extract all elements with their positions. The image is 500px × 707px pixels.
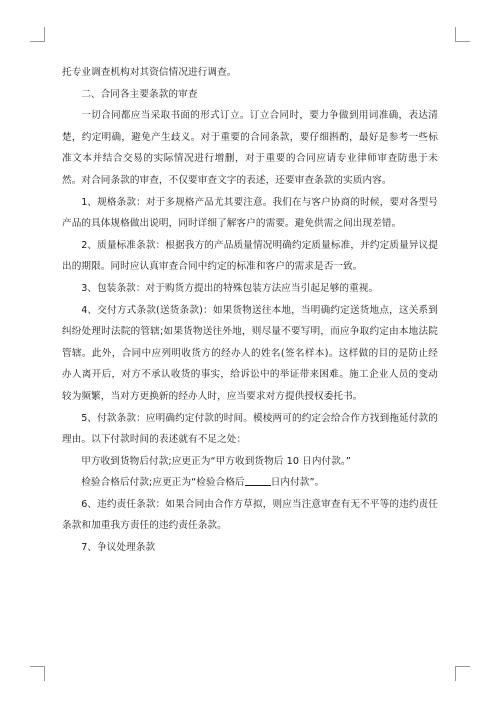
crop-mark-top-right <box>455 27 470 42</box>
payment-example-2-before: 检验合格后付款;应更正为“检验合格后 <box>81 477 245 489</box>
crop-mark-top-left <box>30 27 45 42</box>
crop-mark-bottom-left <box>30 666 45 681</box>
clause-payment: 5、付款条款：应明确约定付款的时间。模棱两可的约定会给合作方找到拖延付款的理由。以下付款时间的表述就有不足之处： <box>62 412 438 446</box>
clause-specification: 1、规格条款：对于多规格产品尤其要注意。我们在与客户协商的时候，要对各型号产品的具体规格做出说明，同时详细了解客户的需要。避免供需之间出现差错。 <box>62 196 438 230</box>
payment-example-2 <box>62 472 438 494</box>
clause-liability: 6、违约责任条款：如果合同由合作方草拟，则应当注意审查有无不平等的违约责任条款和加重我方责任的违约责任条款。 <box>62 498 438 532</box>
paragraph-continuation: 托专业调查机构对其资信情况进行调查。 <box>62 67 237 78</box>
section-heading: 二、合同各主要条款的审查 <box>81 88 198 100</box>
clause-quality: 2、质量标准条款：根据我方的产品质量情况明确约定质量标准，并约定质量异议提出的期限。同时应认真审查合同中约定的标准和客户的需求是否一致。 <box>62 239 438 273</box>
clause-packaging: 3、包装条款：对于购货方提出的特殊包装方法应当引起足够的重视。 <box>81 282 379 294</box>
crop-mark-bottom-right <box>455 666 470 681</box>
payment-example-1: 甲方收到货物后付款;应更正为“甲方收到货物后 10 日内付款。” <box>81 455 351 467</box>
paragraph-intro: 一切合同都应当采取书面的形式订立。订立合同时，要力争做到用词准确，表达清楚，约定明确，避免产生歧义。对于重要的合同条款，要仔细斟酌，最好是参考一些标准文本并结合交易的实际情况进行增删，对于重要的合同应请专业律师审查防患于未然。对合同条款的审查，不仅要审查文字的表述，还要审查条款的实质内容。 <box>62 110 438 186</box>
payment-example-2-after: 日内付款”。 <box>270 477 325 489</box>
clause-delivery: 4、交付方式条款(送货条款)：如果货物送往本地，当明确约定送货地点，这关系到纠纷处理时法院的管辖;如果货物送往外地，则尽量不要写明，而应争取约定由本地法院管辖。此外，合同中应列明收货方的经办人的姓名(签名样本)。这样做的目的是防止经办人离开后，对方不承认收货的事实，给诉讼中的举证带来困难。施工企业人员的变动较为频繁，当对方更换新的经办人时，应当要求对方提供授权委托书。 <box>62 304 438 402</box>
fill-in-blank <box>245 474 271 486</box>
document-body <box>62 62 438 559</box>
clause-dispute: 7、争议处理条款 <box>81 542 156 554</box>
